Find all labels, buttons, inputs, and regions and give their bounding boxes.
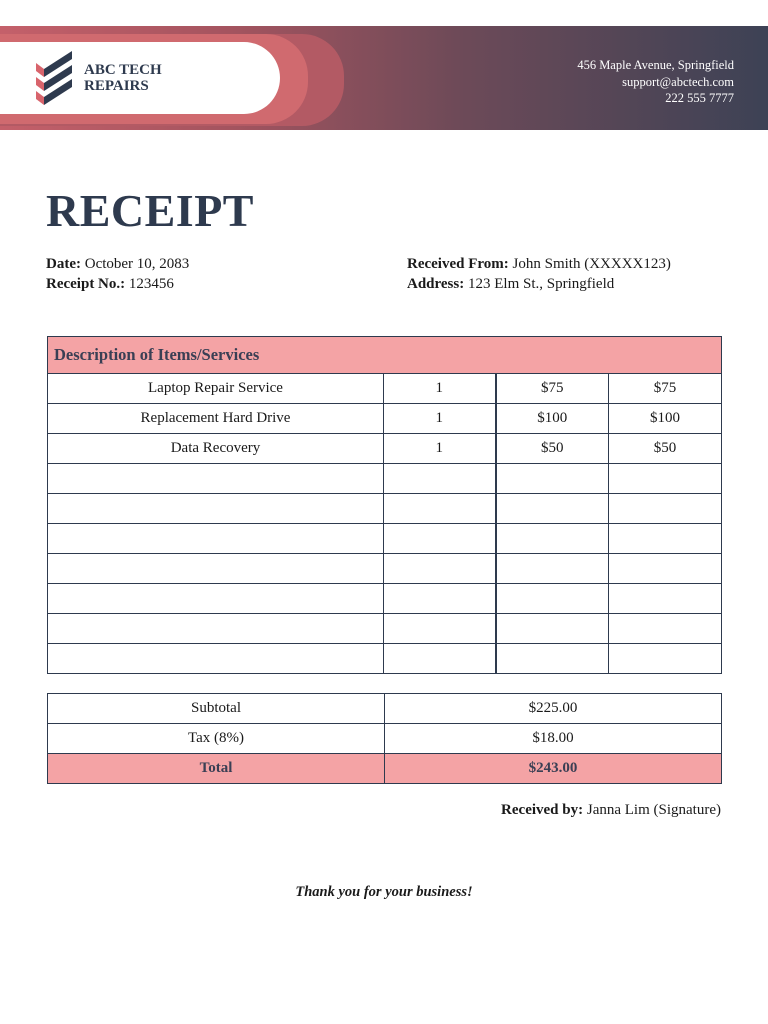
empty-cell [496, 644, 609, 674]
date-line [46, 254, 189, 274]
empty-cell [496, 464, 609, 494]
table-row-empty [48, 584, 722, 614]
date-value: October 10, 2083 [80, 256, 190, 272]
item-amount: $50 [609, 434, 722, 464]
total-value: $243.00 [385, 754, 722, 784]
tax-row [48, 724, 722, 754]
receipt-info-right [407, 254, 671, 294]
tax-label: Tax (8%) [48, 724, 385, 754]
item-quantity: 1 [384, 374, 496, 404]
empty-cell [384, 584, 496, 614]
empty-cell [496, 494, 609, 524]
item-description: Laptop Repair Service [48, 374, 384, 404]
table-row-empty [48, 554, 722, 584]
contact-address: 456 Maple Avenue, Springfield [577, 58, 734, 72]
empty-cell [48, 494, 384, 524]
brand-line-2: REPAIRS [84, 78, 149, 94]
subtotal-row [48, 694, 722, 724]
contact-phone: 222 555 7777 [665, 91, 734, 105]
total-label: Total [48, 754, 385, 784]
table-row-empty [48, 494, 722, 524]
empty-cell [609, 644, 722, 674]
empty-cell [384, 524, 496, 554]
table-row [48, 404, 722, 434]
empty-cell [609, 554, 722, 584]
received-from-value: John Smith (XXXXX123) [508, 256, 671, 272]
empty-cell [496, 614, 609, 644]
item-quantity: 1 [384, 404, 496, 434]
receipt-number-label: Receipt No.: [46, 276, 126, 292]
empty-cell [496, 584, 609, 614]
table-row-empty [48, 644, 722, 674]
brand-name [84, 62, 162, 94]
empty-cell [496, 554, 609, 584]
tax-value: $18.00 [385, 724, 722, 754]
empty-cell [496, 524, 609, 554]
item-amount: $100 [609, 404, 722, 434]
item-amount: $75 [609, 374, 722, 404]
subtotal-label: Subtotal [48, 694, 385, 724]
item-price: $75 [496, 374, 609, 404]
empty-cell [384, 644, 496, 674]
item-price: $100 [496, 404, 609, 434]
table-row [48, 434, 722, 464]
address-label: Address: [407, 276, 465, 292]
brand-line-1: ABC TECH [84, 62, 162, 78]
empty-cell [609, 614, 722, 644]
received-by-line [501, 802, 721, 819]
empty-cell [609, 584, 722, 614]
receipt-info-left [46, 254, 189, 294]
table-row-empty [48, 524, 722, 554]
date-label: Date: [46, 256, 81, 272]
empty-cell [384, 554, 496, 584]
received-by-label: Received by: [501, 802, 584, 818]
items-table [47, 336, 722, 674]
page-title: RECEIPT [46, 185, 254, 236]
items-header: Description of Items/Services [48, 337, 722, 374]
table-row [48, 374, 722, 404]
received-by-value: Janna Lim (Signature) [583, 802, 721, 818]
thank-you-note: Thank you for your business! [295, 884, 473, 900]
empty-cell [48, 554, 384, 584]
receipt-number-line [46, 274, 189, 294]
empty-cell [384, 464, 496, 494]
contact-email: support@abctech.com [622, 74, 734, 89]
empty-cell [48, 614, 384, 644]
item-description: Replacement Hard Drive [48, 404, 384, 434]
empty-cell [609, 464, 722, 494]
empty-cell [609, 494, 722, 524]
items-header-row [48, 337, 722, 374]
empty-cell [609, 524, 722, 554]
address-line [407, 274, 671, 294]
total-row [48, 754, 722, 784]
table-row-empty [48, 614, 722, 644]
empty-cell [48, 584, 384, 614]
item-description: Data Recovery [48, 434, 384, 464]
received-from-label: Received From: [407, 256, 509, 272]
empty-cell [48, 464, 384, 494]
address-value: 123 Elm St., Springfield [464, 276, 615, 292]
logo-chevron-icon [36, 51, 74, 105]
empty-cell [384, 494, 496, 524]
subtotal-value: $225.00 [385, 694, 722, 724]
item-price: $50 [496, 434, 609, 464]
table-row-empty [48, 464, 722, 494]
totals-table [47, 693, 722, 784]
received-from-line [407, 254, 671, 274]
contact-block [577, 57, 734, 107]
empty-cell [384, 614, 496, 644]
empty-cell [48, 644, 384, 674]
empty-cell [48, 524, 384, 554]
receipt-number-value: 123456 [125, 276, 174, 292]
item-quantity: 1 [384, 434, 496, 464]
